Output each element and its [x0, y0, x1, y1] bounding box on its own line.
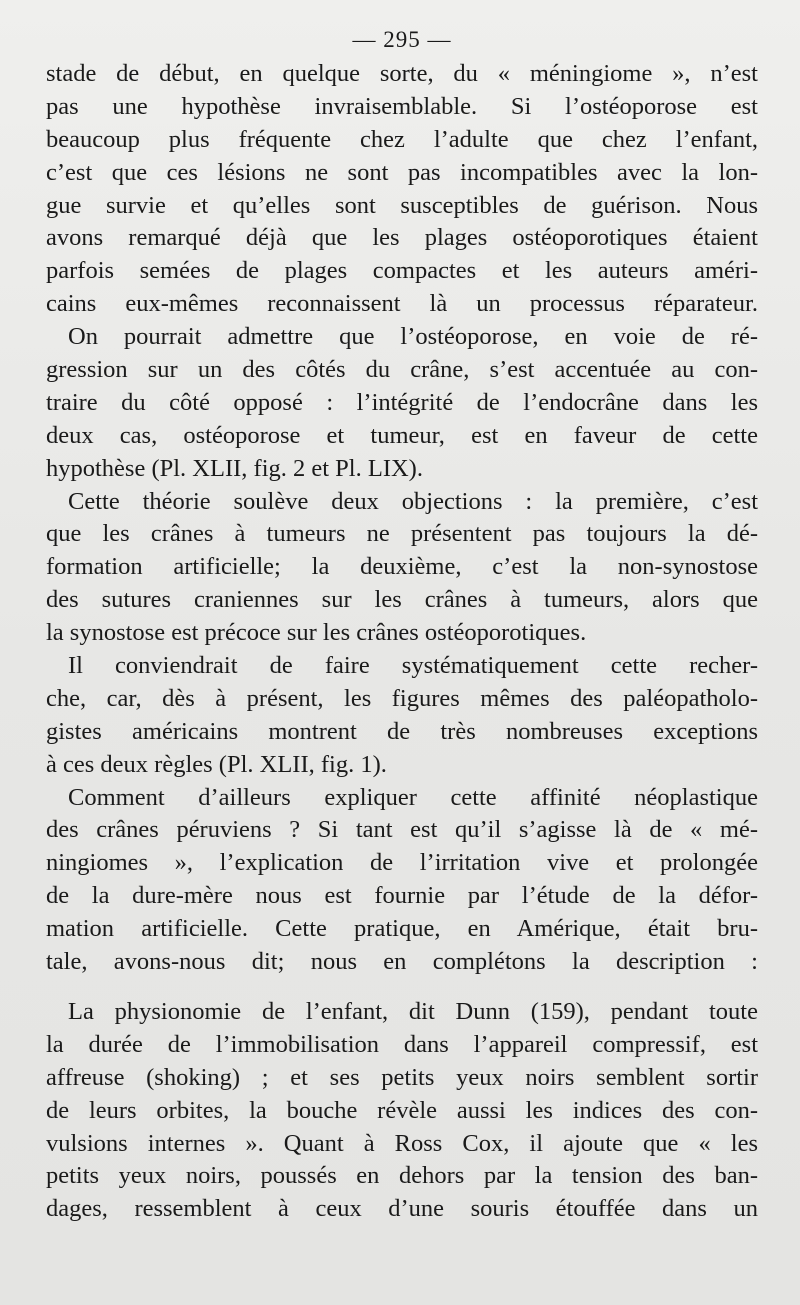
text-line: pas une hypothèse invraisemblable. Si l’ostéoporose est — [46, 92, 758, 120]
text-line: à ces deux règles (Pl. XLII, fig. 1). — [46, 750, 387, 778]
text-line: affreuse (shoking) ; et ses petits yeux noirs semblent sortir — [46, 1063, 758, 1091]
paragraph-5 — [46, 782, 758, 979]
text-line: gistes américains montrent de très nombreuses exceptions — [46, 717, 758, 745]
text-line: des crânes péruviens ? Si tant est qu’il s’agisse là de « mé- — [46, 816, 758, 844]
text-line: avons remarqué déjà que les plages ostéoporotiques étaient — [46, 224, 758, 252]
text-line: La physionomie de l’enfant, dit Dunn (159), pendant toute — [68, 997, 758, 1025]
text-line: cains eux-mêmes reconnaissent là un processus réparateur. — [46, 290, 758, 318]
section-gap — [46, 979, 758, 996]
text-line: Cette théorie soulève deux objections : la première, c’est — [68, 487, 758, 515]
text-line: mation artificielle. Cette pratique, en Amérique, était bru- — [46, 915, 758, 943]
text-line: beaucoup plus fréquente chez l’adulte que chez l’enfant, — [46, 125, 758, 153]
text-line: che, car, dès à présent, les figures mêmes des paléopatholo- — [46, 684, 758, 712]
paragraph-text — [46, 486, 758, 650]
quote-text — [46, 996, 758, 1226]
paragraph-3 — [46, 486, 758, 650]
text-line: de la dure-mère nous est fournie par l’étude de la défor- — [46, 882, 758, 910]
paragraph-text — [46, 650, 758, 782]
text-line: formation artificielle; la deuxième, c’est la non-synostose — [46, 553, 758, 581]
quoted-passage — [46, 996, 758, 1226]
page-number: — 295 — — [352, 27, 452, 52]
text-line: la synostose est précoce sur les crânes ostéoporotiques. — [46, 619, 587, 647]
text-line: gue survie et qu’elles sont susceptibles de guérison. Nous — [46, 191, 758, 219]
text-line: deux cas, ostéoporose et tumeur, est en faveur de cette — [46, 421, 758, 449]
text-line: des sutures craniennes sur les crânes à tumeurs, alors que — [46, 586, 758, 614]
text-line: ningiomes », l’explication de l’irritation vive et prolongée — [46, 849, 758, 877]
paragraph-2 — [46, 321, 758, 485]
document-page — [46, 22, 758, 1226]
text-line: gression sur un des côtés du crâne, s’est accentuée au con- — [46, 356, 758, 384]
text-line: que les crânes à tumeurs ne présentent pas toujours la dé- — [46, 520, 758, 548]
paragraph-1 — [46, 58, 758, 321]
text-line: c’est que ces lésions ne sont pas incompatibles avec la lon- — [46, 158, 758, 186]
text-line: de leurs orbites, la bouche révèle aussi les indices des con- — [46, 1096, 758, 1124]
text-line: traire du côté opposé : l’intégrité de l’endocrâne dans les — [46, 388, 758, 416]
paragraph-text — [46, 782, 758, 979]
text-line: Il conviendrait de faire systématiquement cette recher- — [68, 652, 758, 680]
text-line: tale, avons-nous dit; nous en complétons la description : — [46, 948, 758, 976]
paragraph-4 — [46, 650, 758, 782]
text-line: stade de début, en quelque sorte, du « méningiome », n’est — [46, 60, 758, 87]
text-line: petits yeux noirs, poussés en dehors par la tension des ban- — [46, 1162, 758, 1190]
paragraph-text — [46, 321, 758, 485]
text-line: hypothèse (Pl. XLII, fig. 2 et Pl. LIX). — [46, 454, 423, 482]
text-line: Comment d’ailleurs expliquer cette affinité néoplastique — [68, 783, 758, 811]
text-line: On pourrait admettre que l’ostéoporose, en voie de ré- — [68, 323, 758, 351]
text-line: parfois semées de plages compactes et les auteurs améri- — [46, 257, 758, 285]
text-line: la durée de l’immobilisation dans l’appareil compressif, est — [46, 1030, 758, 1058]
text-line: dages, ressemblent à ceux d’une souris étouffée dans un — [46, 1195, 758, 1223]
text-line: vulsions internes ». Quant à Ross Cox, il ajoute que « les — [46, 1129, 758, 1157]
paragraph-text — [46, 58, 758, 321]
